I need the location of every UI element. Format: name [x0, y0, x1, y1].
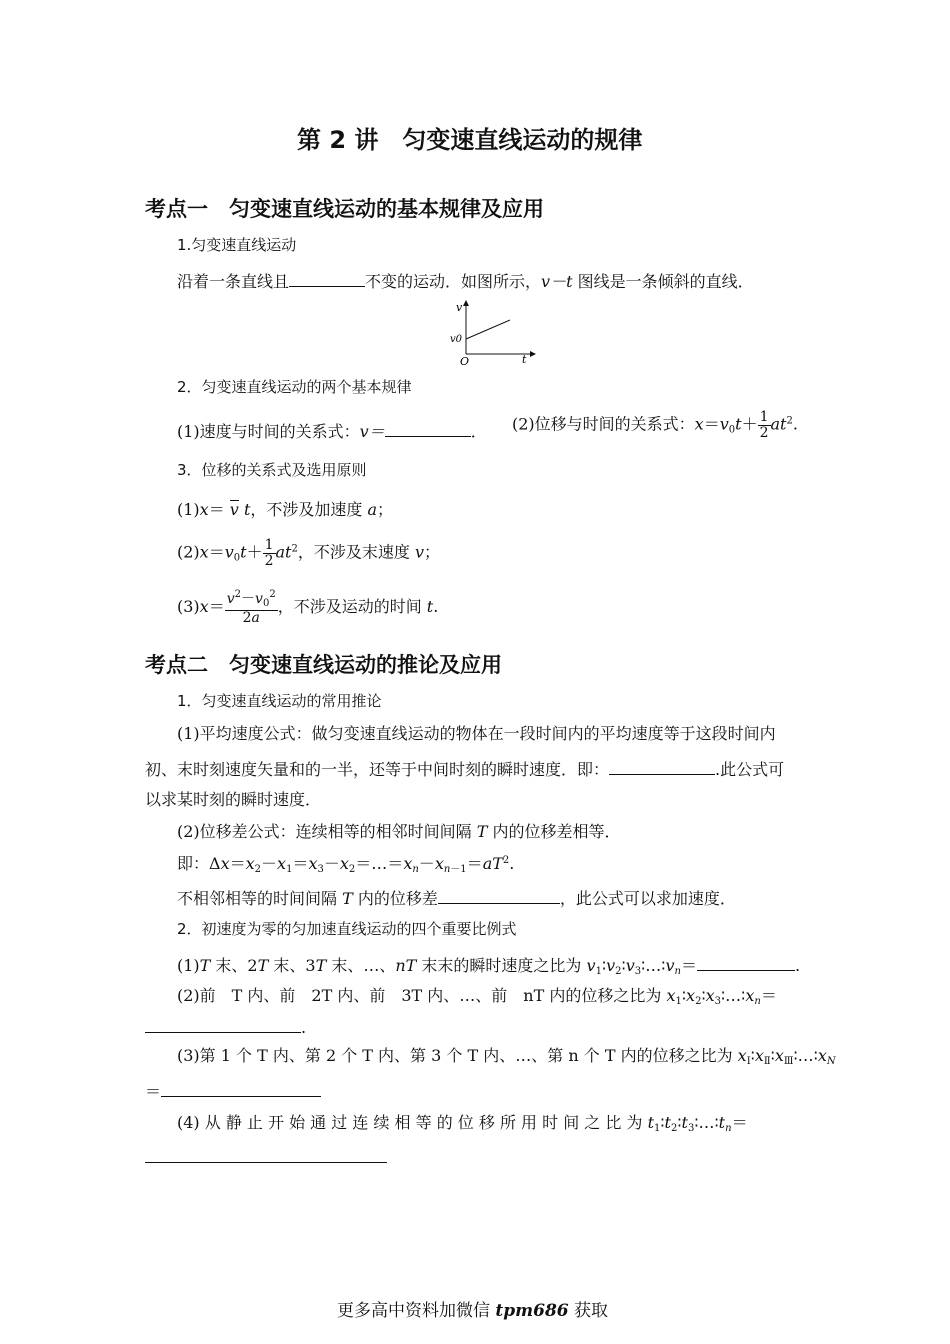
- subheading-1-2: 2．匀变速直线运动的两个基本规律: [177, 378, 412, 396]
- subheading-1-3: 3．位移的关系式及选用原则: [177, 461, 367, 479]
- section-heading-1: 考点一 匀变速直线运动的基本规律及应用: [145, 197, 544, 221]
- velocity-law: (1)速度与时间的关系式：v＝ ．: [177, 422, 487, 441]
- avg-velocity-line-3: 以求某时刻的瞬时速度．: [145, 790, 322, 809]
- subheading-2-1: 1．匀变速直线运动的常用推论: [177, 692, 382, 710]
- paragraph-uniform-motion: 沿着一条直线且 不变的运动．如图所示，v－t 图线是一条倾斜的直线．: [177, 272, 754, 291]
- ratio-2-answer: .: [145, 1018, 306, 1036]
- avg-velocity-line-2: 初、末时刻速度矢量和的一半，还等于中间时刻的瞬时速度．即： .此公式可: [145, 760, 785, 779]
- answer-blank[interactable]: [609, 760, 715, 775]
- x-axis-arrow: [530, 351, 536, 357]
- subheading-1-1: 1.匀变速直线运动: [177, 236, 297, 254]
- ratio-3-answer: ＝: [145, 1082, 321, 1100]
- answer-blank[interactable]: [697, 956, 795, 971]
- answer-blank[interactable]: [145, 1018, 301, 1033]
- ratio-4: (4) 从 静 止 开 始 通 过 连 续 相 等 的 位 移 所 用 时 间 之 比 为 $t_1∶t_2∶t_3∶\dots∶t_n=$: [177, 1113, 748, 1134]
- origin-label: O: [460, 355, 470, 366]
- rule-3: (3)x＝ $\frac{v^2-v_0^2}{2a}$ ，不涉及运动的时间 t.: [177, 589, 439, 626]
- displacement-diff-line-2: 即：$\Delta x=x_2-x_1=x_3-x_2=\dots=x_n-x_{n-1}=aT^2$.: [177, 854, 515, 875]
- y-label: v: [456, 301, 463, 314]
- displacement-diff-line-3: 不相邻相等的时间间隔 T 内的位移差 ，此公式可以求加速度．: [177, 889, 736, 908]
- subheading-2-2: 2．初速度为零的匀加速直线运动的四个重要比例式: [177, 920, 517, 938]
- answer-blank[interactable]: [289, 272, 365, 287]
- answer-blank[interactable]: [385, 422, 471, 437]
- ratio-3: (3)第 1 个 T 内、第 2 个 T 内、第 3 个 T 内、…、第 n 个 T 内的位移之比为 $x_Ⅰ∶x_Ⅱ∶x_Ⅲ∶\dots∶x_N$: [177, 1046, 836, 1067]
- graph-line: [466, 320, 510, 339]
- ratio-2: (2)前 T 内、前 2T 内、前 3T 内、…、前 nT 内的位移之比为 $x_1∶x_2∶x_3∶\dots∶x_n=$: [177, 986, 777, 1007]
- answer-blank[interactable]: [145, 1148, 387, 1163]
- ratio-4-answer: [145, 1148, 387, 1166]
- answer-blank[interactable]: [161, 1082, 321, 1097]
- answer-blank[interactable]: [438, 889, 560, 904]
- page-title: 第 2 讲 匀变速直线运动的规律: [297, 126, 643, 154]
- avg-velocity-line-1: (1)平均速度公式：做匀变速直线运动的物体在一段时间内的平均速度等于这段时间内: [177, 724, 776, 743]
- wechat-id: tpm686: [495, 1301, 569, 1321]
- y-axis-arrow: [463, 300, 469, 306]
- vt-graph: [448, 296, 538, 366]
- y0-label: v0: [450, 334, 463, 345]
- x-label: t: [522, 353, 527, 366]
- displacement-law: (2)位移与时间的关系式：$x=v_0t+$ $\frac{1}{2}$ $at^2$.: [512, 409, 798, 441]
- rule-2: $(2)x=v_0t+$ $\frac{1}{2}$ $at^2$，不涉及末速度 v；: [177, 537, 441, 569]
- displacement-diff-line-1: (2)位移差公式：连续相等的相邻时间间隔 T 内的位移差相等．: [177, 822, 621, 841]
- ratio-1: (1)T 末、2T 末、3T 末、…、nT 末末的瞬时速度之比为 $v_1∶v_2∶v_3∶\dots∶v_n=$ .: [177, 956, 801, 977]
- footer-note: 更多高中资料加微信 tpm686 获取: [337, 1301, 609, 1321]
- rule-1: (1)x＝ v t，不涉及加速度 a；: [177, 500, 394, 519]
- section-heading-2: 考点二 匀变速直线运动的推论及应用: [145, 653, 502, 677]
